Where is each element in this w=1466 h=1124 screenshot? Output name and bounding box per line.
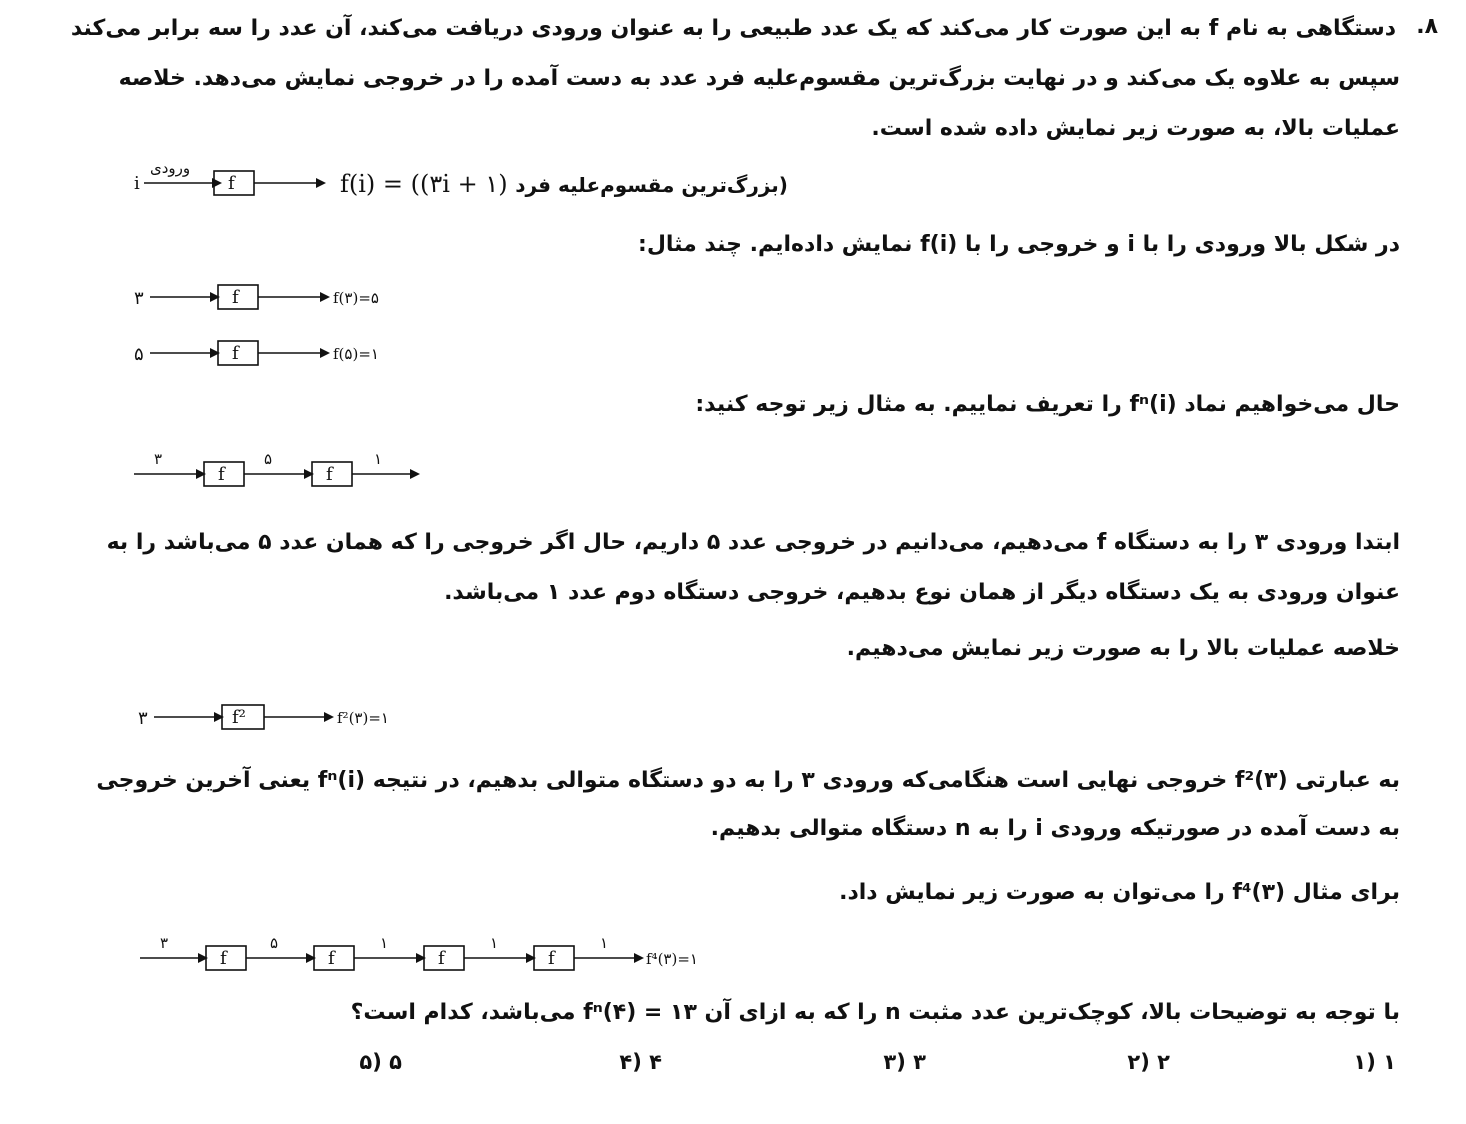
option-3[interactable]: ۳ (۳ — [883, 1050, 926, 1074]
chain-4-box-2-label: f — [328, 948, 335, 969]
chain-4-label-3: ۱ — [380, 934, 389, 952]
chain-2-diagram — [130, 448, 430, 492]
answer-options — [0, 1050, 1466, 1080]
example-2-arrowhead-out — [320, 348, 330, 358]
paragraph-1-line-2: سپس به علاوه یک می‌کند و در نهایت بزرگ‌ترین مقسوم‌علیه فرد عدد به دست آمده را در خروجی نمایش می‌دهد. خلاصه — [118, 66, 1400, 91]
paragraph-4-line-1: ابتدا ورودی ۳ را به دستگاه f می‌دهیم، می‌دانیم در خروجی عدد ۵ داریم، حال اگر خروجی را که همان عدد ۵ می‌باشد را به — [106, 530, 1400, 555]
diagram-input-label: ورودی — [150, 159, 191, 177]
paragraph-1-line-3: عملیات بالا، به صورت زیر نمایش داده شده است. — [871, 116, 1400, 141]
example-2-box-label: f — [232, 343, 239, 364]
option-1[interactable]: ۱ (۱ — [1353, 1050, 1396, 1074]
chain-4-box-1-label: f — [220, 948, 227, 969]
option-4[interactable]: ۴ (۴ — [619, 1050, 662, 1074]
paragraph-6-line-1: به عبارتی f²(۳) خروجی نهایی است هنگامی‌که ورودی ۳ را به دو دستگاه متوالی بدهیم، در نتیجه fⁿ(i) یعنی آخرین خروجی — [96, 768, 1400, 793]
chain-2-label-2: ۵ — [264, 450, 273, 468]
paragraph-2: در شکل بالا ورودی را با i و خروجی را با f(i) نمایش داده‌ایم. چند مثال: — [638, 232, 1400, 257]
chain-2-box-2-label: f — [326, 464, 333, 485]
chain-4-label-5: ۱ — [600, 934, 609, 952]
chain-4-label-1: ۳ — [160, 934, 169, 952]
chain-2-box-1-label: f — [218, 464, 225, 485]
chain-4-arrowhead-5 — [634, 953, 644, 963]
chain-2-label-1: ۳ — [154, 450, 163, 468]
example-2-diagram — [130, 336, 430, 372]
summary-output: f²(۳)=۱ — [337, 709, 389, 727]
chain-2-label-3: ۱ — [374, 450, 383, 468]
diagram-output-arrowhead — [316, 178, 326, 188]
diagram-box-label: f — [228, 173, 235, 194]
option-5[interactable]: ۵ (۵ — [359, 1050, 402, 1074]
example-1-diagram — [130, 280, 430, 316]
example-1-output: f(۳)=۵ — [333, 289, 379, 307]
example-2-input: ۵ — [134, 344, 144, 365]
main-function-diagram — [130, 155, 370, 205]
chain-4-box-3-label: f — [438, 948, 445, 969]
paragraph-7: برای مثال f⁴(۳) را می‌توان به صورت زیر نمایش داد. — [839, 880, 1400, 905]
paragraph-3: حال می‌خواهیم نماد fⁿ(i) را تعریف نماییم. به مثال زیر توجه کنید: — [695, 392, 1400, 417]
option-2[interactable]: ۲ (۲ — [1127, 1050, 1170, 1074]
diagram-input: i — [134, 173, 140, 194]
example-1-box-label: f — [232, 287, 239, 308]
paragraph-1-line-1: دستگاهی به نام f به این صورت کار می‌کند که یک عدد طبیعی را به عنوان ورودی دریافت می‌کند، آن عدد را سه برابر می‌کند — [70, 16, 1396, 41]
summary-input: ۳ — [138, 708, 148, 729]
formula-rhs: (بزرگ‌ترین مقسوم‌علیه فرد — [515, 173, 788, 197]
chain-2-arrowhead-3 — [410, 469, 420, 479]
chain-4-diagram — [138, 932, 738, 976]
example-1-input: ۳ — [134, 288, 144, 309]
question-prompt: با توجه به توضیحات بالا، کوچک‌ترین عدد مثبت n را که به ازای آن fⁿ(۴) = ۱۳ می‌باشد، کدام است؟ — [350, 1000, 1400, 1025]
chain-4-label-2: ۵ — [270, 934, 279, 952]
paragraph-6-line-2: به دست آمده در صورتیکه ورودی i را به n دستگاه متوالی بدهیم. — [710, 816, 1400, 841]
formula-lhs: f(i) = ((۳i + ۱) — [340, 170, 508, 198]
chain-4-label-4: ۱ — [490, 934, 499, 952]
example-1-arrowhead-out — [320, 292, 330, 302]
question-number: ۸. — [1416, 14, 1438, 39]
chain-4-box-4-label: f — [548, 948, 555, 969]
paragraph-5: خلاصه عملیات بالا را به صورت زیر نمایش می‌دهیم. — [846, 636, 1400, 661]
summary-arrowhead-out — [324, 712, 334, 722]
summary-box-label: f² — [232, 707, 246, 728]
formula — [340, 170, 788, 198]
summary-diagram — [134, 700, 434, 736]
example-2-output: f(۵)=۱ — [333, 345, 379, 363]
chain-4-output: f⁴(۳)=۱ — [646, 950, 698, 968]
paragraph-4-line-2: عنوان ورودی به یک دستگاه دیگر از همان نوع بدهیم، خروجی دستگاه دوم عدد ۱ می‌باشد. — [444, 580, 1400, 605]
